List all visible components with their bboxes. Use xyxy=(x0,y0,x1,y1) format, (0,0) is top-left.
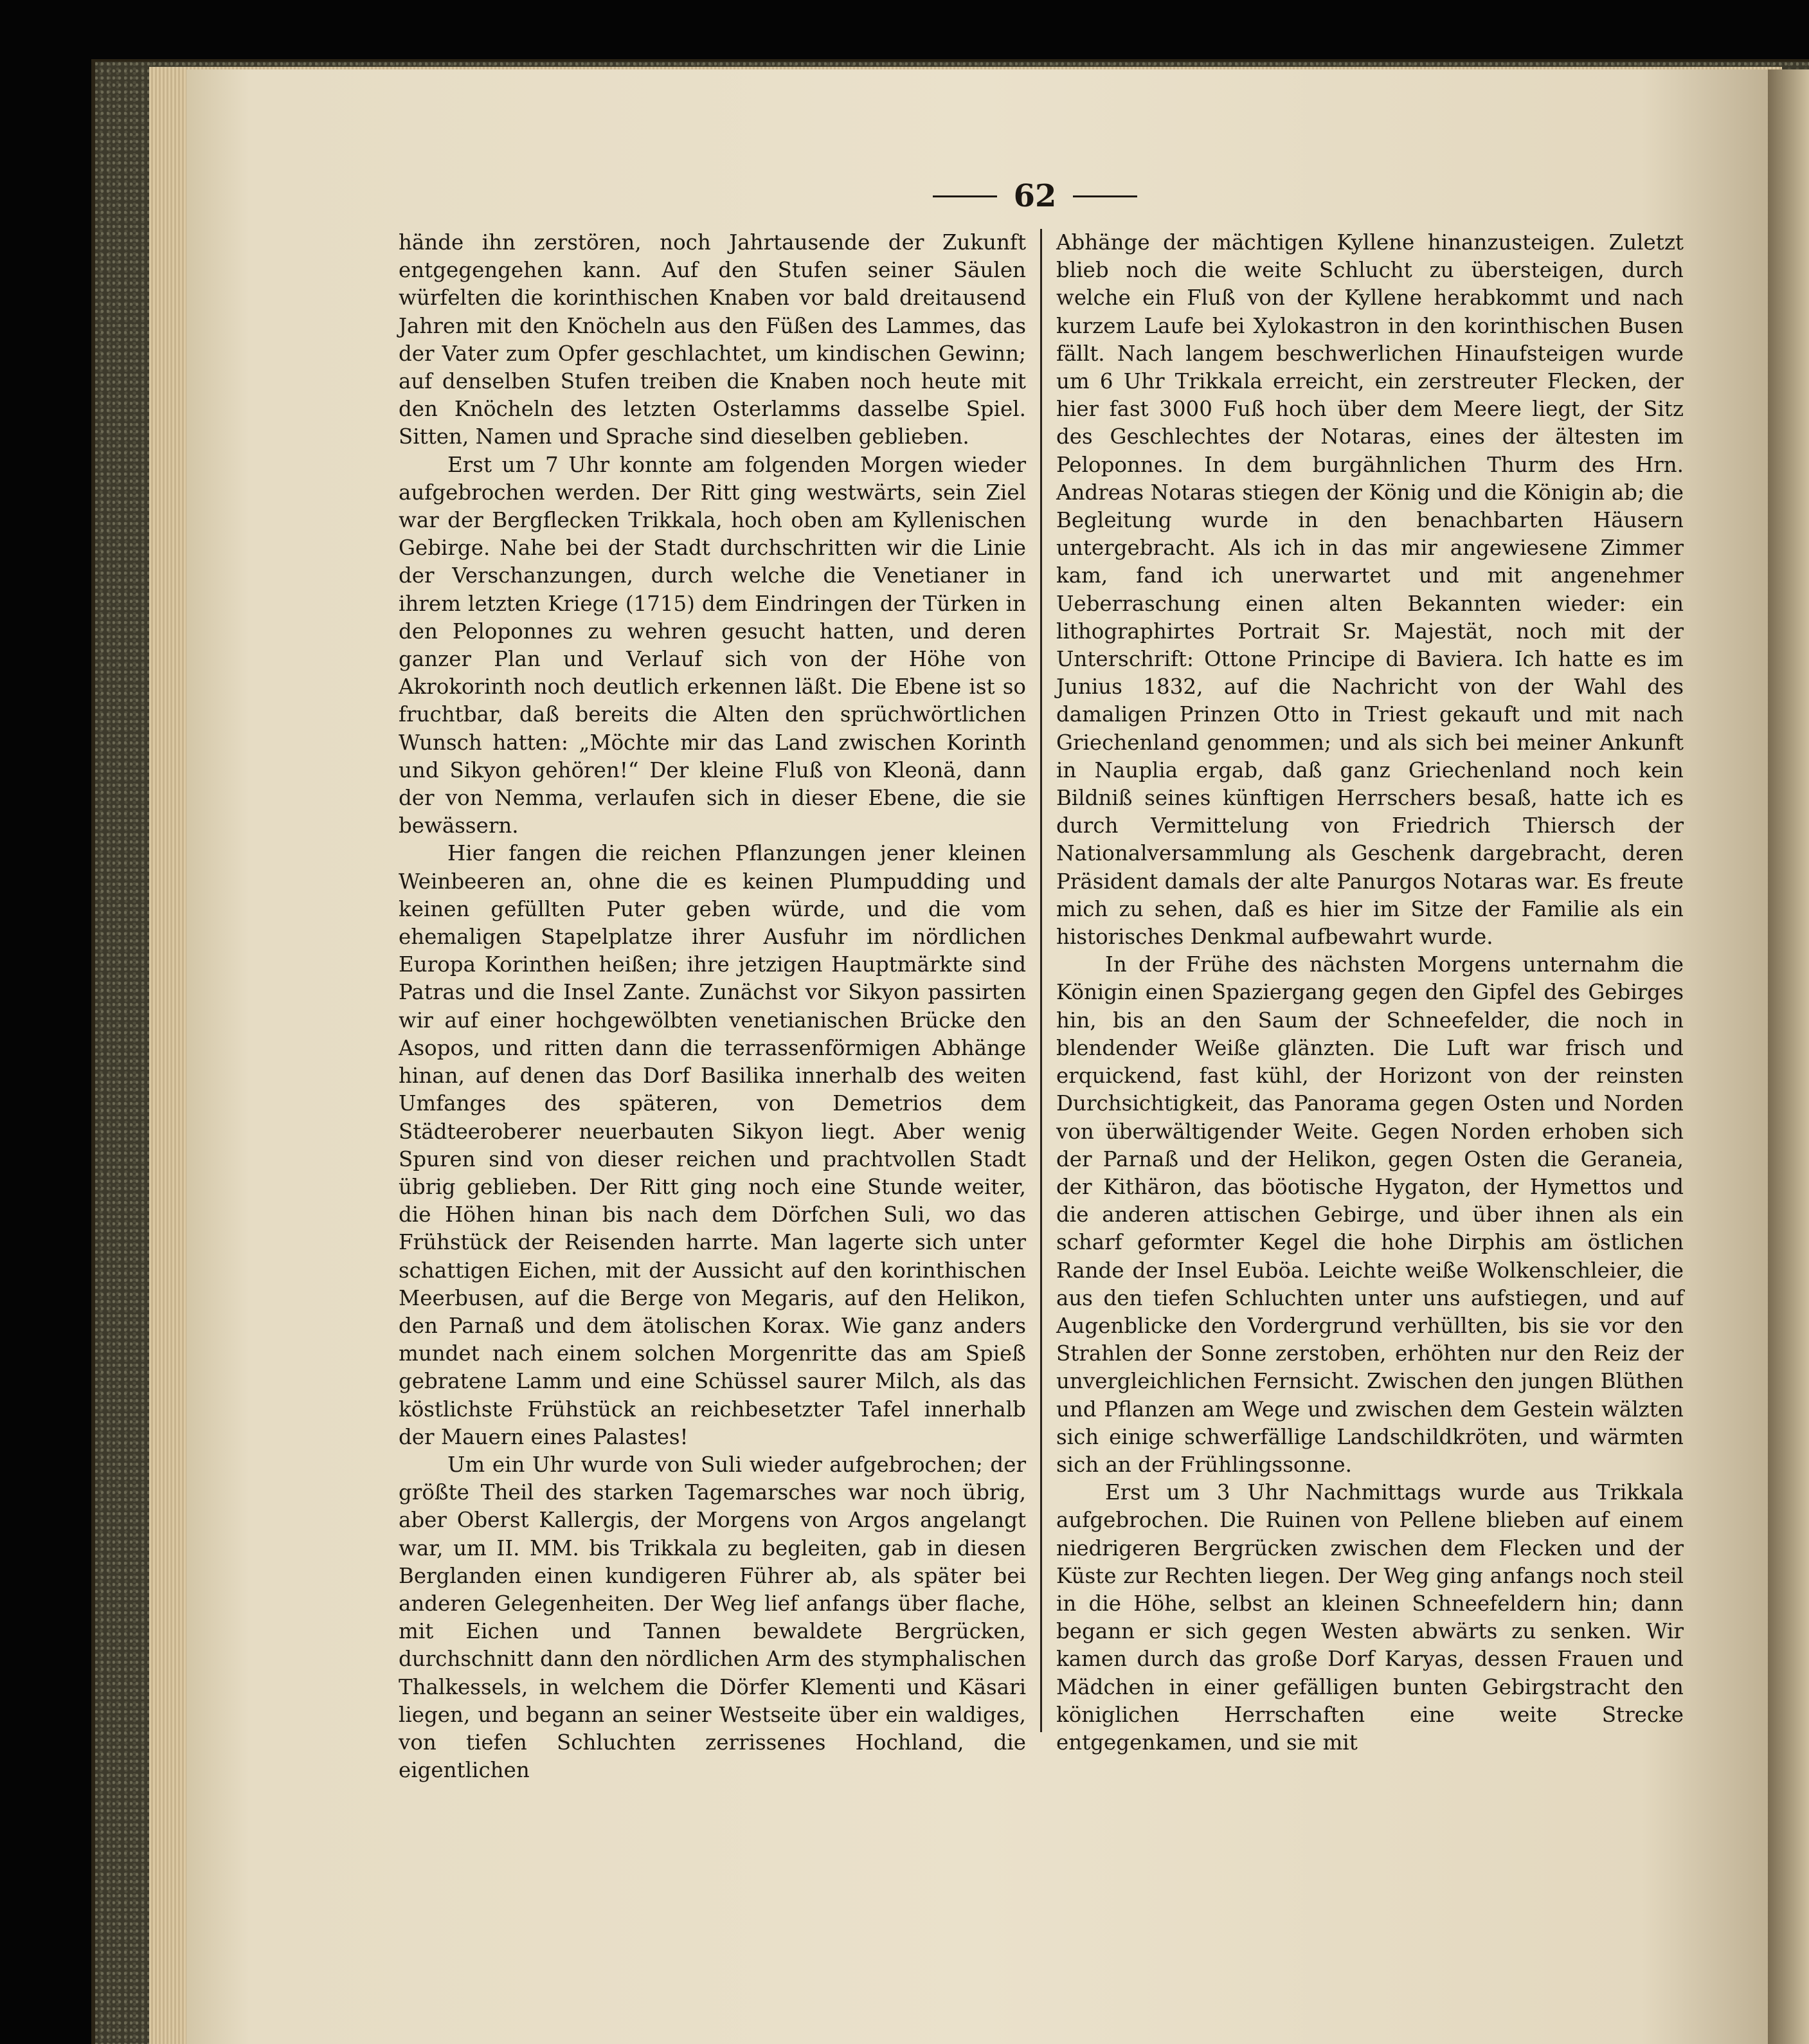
column-divider xyxy=(1040,229,1042,1732)
page-header xyxy=(913,177,1157,215)
header-rule-left xyxy=(933,195,997,197)
left-paragraph-4: Um ein Uhr wurde von Suli wieder aufgebrochen; der größte Theil des starken Tagemarsches war noch übrig, aber Oberst Kallergis, der Morgens von Argos angelangt war, um II. MM. bis Trikkala zu begleiten, gab in diesen Berglanden einen kundigeren Führer ab, als später bei anderen Gelegenheiten. Der Weg lief anfangs über flache, mit Eichen und Tannen bewaldete Bergrücken, durchschnitt dann den nördlichen Arm des stymphalischen Thalkessels, in welchem die Dörfer Klementi und Käsari liegen, und begann an seiner Westseite über ein waldiges, von tiefen Schluchten zerrissenes Hochland, die eigentlichen xyxy=(399,1452,1026,1783)
left-column xyxy=(399,229,1026,1784)
right-column xyxy=(1056,229,1684,1757)
right-paragraph-2: In der Frühe des nächsten Morgens unternahm die Königin einen Spaziergang gegen den Gipfel des Gebirges hin, bis an den Saum der Schneefelder, die noch in blendender Weiße glänzten. Die Luft war frisch und erquickend, fast kühl, der Horizont von der reinsten Durchsichtigkeit, das Panorama gegen Osten und Norden von überwältigender Weite. Gegen Norden erhoben sich der Parnaß und der Helikon, gegen Osten die Geraneia, der Kithäron, das böotische Hygaton, der Hymettos und die anderen attischen Gebirge, und über ihnen als ein scharf geformter Kegel die hohe Dirphis am östlichen Rande der Insel Euböa. Leichte weiße Wolkenschleier, die aus den tiefen Schluchten unter uns aufstiegen, und auf Augenblicke den Vordergrund verhüllten, bis sie vor den Strahlen der Sonne zerstoben, erhöhten nur den Reiz der unvergleichlichen Fernsicht. Zwischen den jungen Blüthen und Pflanzen am Wege und zwischen dem Gestein wälzten sich einige schwerfällige Landschildkröten, und wärmten sich an der Frühlingssonne. xyxy=(1056,952,1684,1477)
left-paragraph-1: hände ihn zerstören, noch Jahrtausende der Zukunft entgegengehen kann. Auf den Stufen seiner Säulen würfelten die korinthischen Knaben vor bald dreitausend Jahren mit den Knöcheln aus den Füßen des Lammes, das der Vater zum Opfer geschlachtet, um kindischen Gewinn; auf denselben Stufen treiben die Knaben noch heute mit den Knöcheln des letzten Osterlamms dasselbe Spiel. Sitten, Namen und Sprache sind dieselben geblieben. xyxy=(399,230,1026,449)
page-number: 62 xyxy=(1013,178,1057,214)
facing-page-edge xyxy=(1768,69,1809,2044)
right-paragraph-3: Erst um 3 Uhr Nachmittags wurde aus Trikkala aufgebrochen. Die Ruinen von Pellene blieben auf einem niedrigeren Bergrücken zwischen dem Flecken und der Küste zur Rechten liegen. Der Weg ging anfangs noch steil in die Höhe, selbst an kleinen Schneefeldern hin; dann begann er sich gegen Westen abwärts zu senken. Wir kamen durch das große Dorf Karyas, dessen Frauen und Mädchen in einer gefälligen bunten Gebirgstracht den königlichen Herrschaften eine weite Strecke entgegenkamen, und sie mit xyxy=(1056,1480,1684,1755)
left-paragraph-2: Erst um 7 Uhr konnte am folgenden Morgen wieder aufgebrochen werden. Der Ritt ging westwärts, sein Ziel war der Bergflecken Trikkala, hoch oben am Kyllenischen Gebirge. Nahe bei der Stadt durchschritten wir die Linie der Verschanzungen, durch welche die Venetianer in ihrem letzten Kriege (1715) dem Eindringen der Türken in den Peloponnes zu wehren gesucht hatten, und deren ganzer Plan und Verlauf sich von der Höhe von Akrokorinth noch deutlich erkennen läßt. Die Ebene ist so fruchtbar, daß bereits die Alten den sprüchwörtlichen Wunsch hatten: „Möchte mir das Land zwischen Korinth und Sikyon gehören!“ Der kleine Fluß von Kleonä, dann der von Nemma, verlaufen sich in dieser Ebene, die sie bewässern. xyxy=(399,452,1026,838)
header-rule-right xyxy=(1073,195,1137,197)
left-paragraph-3: Hier fangen die reichen Pflanzungen jener kleinen Weinbeeren an, ohne die es keinen Plumpudding und keinen gefüllten Puter geben würde, und die vom ehemaligen Stapelplatze ihrer Ausfuhr im nördlichen Europa Korinthen heißen; ihre jetzigen Hauptmärkte sind Patras und die Insel Zante. Zunächst vor Sikyon passirten wir auf einer hochgewölbten venetianischen Brücke den Asopos, und ritten dann die terrassenförmigen Abhänge hinan, auf denen das Dorf Basilika innerhalb des weiten Umfanges des späteren, von Demetrios dem Städteeroberer neuerbauten Sikyon liegt. Aber wenig Spuren sind von dieser reichen und prachtvollen Stadt übrig geblieben. Der Ritt ging noch eine Stunde weiter, die Höhen hinan bis nach dem Dörfchen Suli, wo das Frühstück der Reisenden harrte. Man lagerte sich unter schattigen Eichen, mit der Aussicht auf den korinthischen Meerbusen, auf die Berge von Megaris, auf den Helikon, den Parnaß und dem ätolischen Korax. Wie ganz anders mundet nach einem solchen Morgenritte das am Spieß gebratene Lamm und eine Schüssel saurer Milch, als das köstlichste Frühstück an reichbesetzter Tafel innerhalb der Mauern eines Palastes! xyxy=(399,841,1026,1449)
right-paragraph-1: Abhänge der mächtigen Kyllene hinanzusteigen. Zuletzt blieb noch die weite Schlucht zu übersteigen, durch welche ein Fluß von der Kyllene herabkommt und nach kurzem Laufe bei Xylokastron in den korinthischen Busen fällt. Nach langem beschwerlichen Hinaufsteigen wurde um 6 Uhr Trikkala erreicht, ein zerstreuter Flecken, der hier fast 3000 Fuß hoch über dem Meere liegt, der Sitz des Geschlechtes der Notaras, eines der ältesten im Peloponnes. In dem burgähnlichen Thurm des Hrn. Andreas Notaras stiegen der König und die Königin ab; die Begleitung wurde in den benachbarten Häusern untergebracht. Als ich in das mir angewiesene Zimmer kam, fand ich unerwartet und mit angenehmer Ueberraschung einen alten Bekannten wieder: ein lithographirtes Portrait Sr. Majestät, noch mit der Unterschrift: Ottone Principe di Baviera. Ich hatte es im Junius 1832, auf die Nachricht von der Wahl des damaligen Prinzen Otto in Triest gekauft und mit nach Griechenland genommen; und als sich bei meiner Ankunft in Nauplia ergab, daß ganz Griechenland noch kein Bildniß seines künftigen Herrschers besaß, hatte ich es durch Vermittelung von Friedrich Thiersch der Nationalversammlung als Geschenk dargebracht, deren Präsident damals der alte Panurgos Notaras war. Es freute mich zu sehen, daß es hier im Sitze der Familie als ein historisches Denkmal aufbewahrt wurde. xyxy=(1056,230,1684,950)
